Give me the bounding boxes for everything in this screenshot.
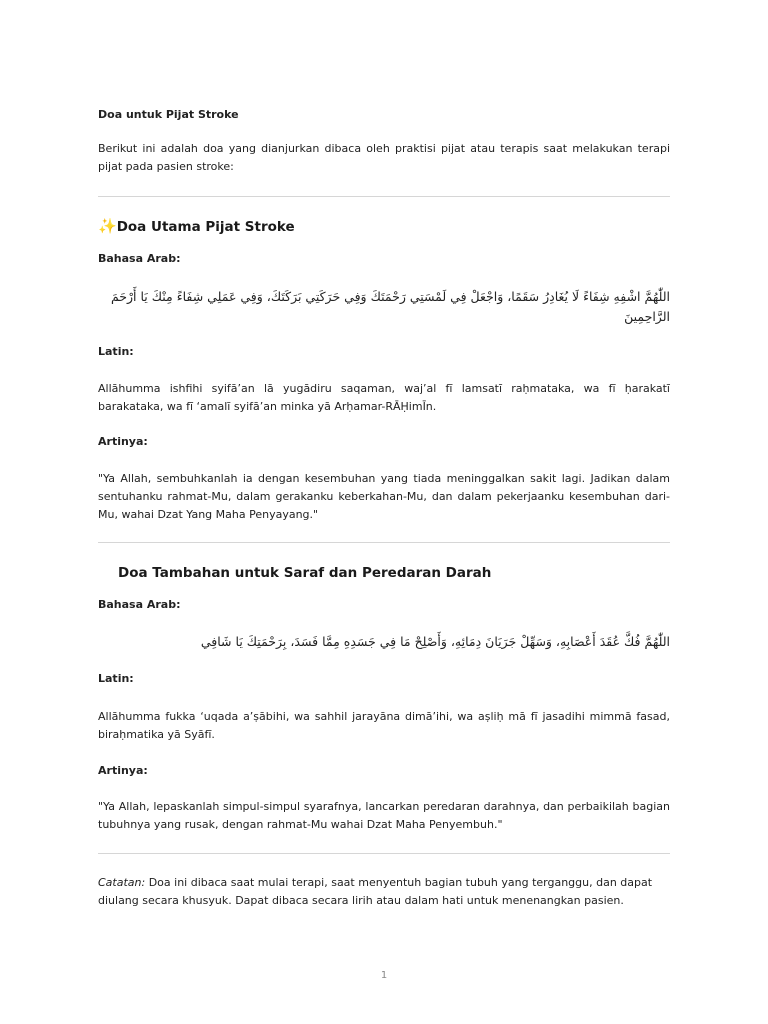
meaning-text: "Ya Allah, sembuhkanlah ia dengan kesembuhan yang tiada meninggalkan sakit lagi. Jadikan dalam sentuhanku rahmat-Mu, dalam gerakanku keberkahan-Mu, dan dalam pekerjaanku kesembuhan dari-Mu, wahai Dzat Yang Maha Penyayang." (98, 472, 670, 521)
arabic-text: اللّٰهُمَّ فُكَّ عُقَدَ أَعْصَابِهِ، وَسَهِّلْ جَرَيَانَ دِمَائِهِ، وَأَصْلِحْ مَا فِي جَسَدِهِ مِمَّا فَسَدَ، بِرَحْمَتِكَ يَا شَافِي (200, 634, 670, 649)
divider (98, 196, 670, 197)
sparkles-icon: ✨ (98, 217, 117, 235)
page-number: 1 (380, 970, 388, 981)
note-paragraph (98, 874, 670, 910)
section-heading-main (98, 216, 295, 237)
arabic-text: اللّٰهُمَّ اشْفِهِ شِفَاءً لَا يُغَادِرُ سَقَمًا، وَاجْعَلْ فِي لَمْسَتِي رَحْمَتَكَ وَفِي حَرَكَتِي بَرَكَتَكَ، وَفِي عَمَلِي شِفَاءً مِنْكَ يَا أَرْحَمَ الرَّاحِمِينَ (110, 289, 670, 324)
arabic-label: Bahasa Arab: (98, 598, 181, 611)
note-text: Doa ini dibaca saat mulai terapi, saat menyentuh bagian tubuh yang terganggu, dan dapat diulang secara khusyuk. Dapat dibaca secara lirih atau dalam hati untuk menenangkan pasien. (98, 876, 653, 907)
meaning-text: "Ya Allah, lepaskanlah simpul-simpul syarafnya, lancarkan peredaran darahnya, dan perbaikilah bagian tubuhnya yang rusak, dengan rahmat-Mu wahai Dzat Maha Penyembuh." (98, 800, 670, 831)
divider (98, 542, 670, 543)
note-label: Catatan: (98, 876, 146, 889)
meaning-label: Artinya: (98, 764, 148, 777)
document-title: Doa untuk Pijat Stroke (98, 108, 239, 121)
latin-text: Allāhumma ishfihi syifā’an lā yugādiru saqaman, waj’al fī lamsatī raḥmataka, wa fī ḥarakatī barakataka, wa fī ‘amalī syifā’an minka yā Arḥamar-RĀḤimĪn. (98, 382, 670, 413)
section-heading-text: Doa Utama Pijat Stroke (116, 219, 295, 235)
latin-label: Latin: (98, 345, 134, 358)
latin-label: Latin: (98, 672, 134, 685)
intro-paragraph: Berikut ini adalah doa yang dianjurkan dibaca oleh praktisi pijat atau terapis saat melakukan terapi pijat pada pasien stroke: (98, 142, 670, 173)
latin-text: Allāhumma fukka ‘uqada a’ṣābihi, wa sahhil jarayāna dimā’ihi, wa aṣliḥ mā fī jasadihi mimmā fasad, biraḥmatika yā Syāfī. (98, 710, 670, 741)
arabic-label: Bahasa Arab: (98, 252, 181, 265)
divider (98, 853, 670, 854)
meaning-label: Artinya: (98, 435, 148, 448)
section-heading-additional: Doa Tambahan untuk Saraf dan Peredaran Darah (118, 565, 492, 581)
